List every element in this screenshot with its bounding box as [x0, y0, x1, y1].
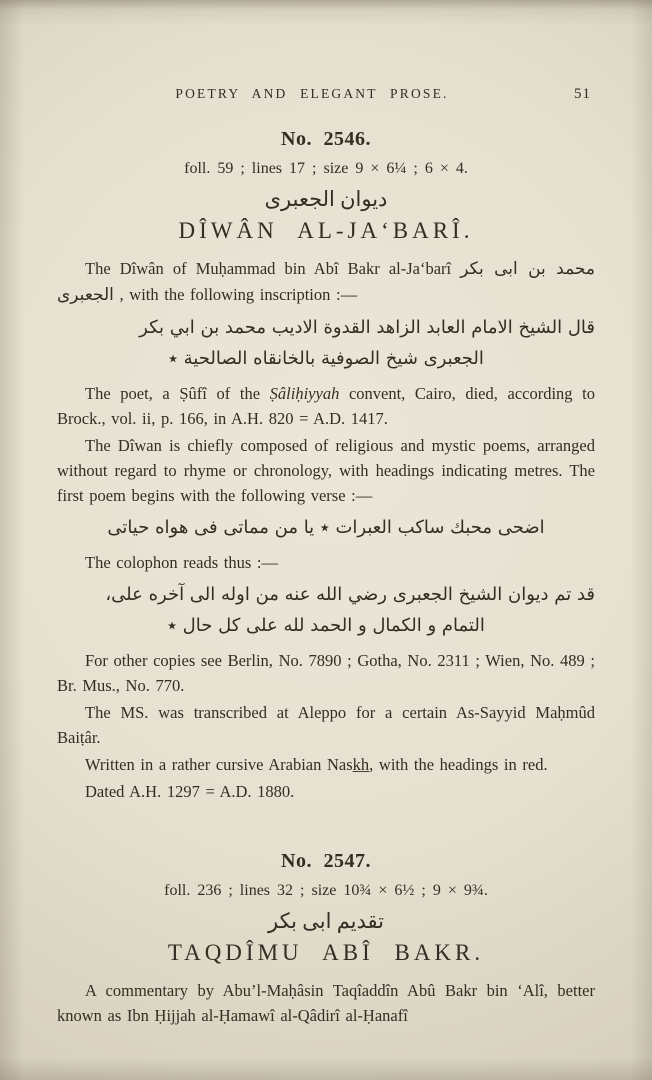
inscription-line-2: الجعبرى شيخ الصوفية بالخانقاه الصالحية ٭: [168, 348, 484, 369]
entry-2547: [57, 850, 595, 1028]
page-number: 51: [574, 86, 591, 102]
verse-line: اضحى محبك ساكب العبرات ٭ يا من مماتى فى هواه حياتى: [107, 517, 545, 538]
colophon-line-2: التمام و الكمال و الحمد لله على كل حال ٭: [167, 615, 485, 636]
collation-line: foll. 236 ; lines 32 ; size 10¾ × 6½ ; 9 × 9¾.: [164, 882, 488, 899]
arabic-title: ديوان الجعبرى: [264, 187, 388, 211]
poet-paragraph: [57, 381, 595, 431]
scanned-page: [57, 0, 595, 1028]
running-header-title: POETRY AND ELEGANT PROSE.: [175, 86, 449, 101]
entry-2546: [57, 128, 595, 804]
diwan-paragraph: The Dîwan is chiefly composed of religious and mystic poems, arranged without regard to rhyme or chronology, with headings indicating metres. The first poem begins with the following verse :—: [57, 436, 595, 505]
collation-line: foll. 59 ; lines 17 ; size 9 × 6¼ ; 6 × 4.: [184, 160, 468, 177]
transcription-paragraph: The MS. was transcribed at Aleppo for a certain As-Sayyid Maḥmûd Baiṭâr.: [57, 703, 595, 747]
running-header: [57, 86, 595, 106]
intro-arabic-name: محمد بن ابى بكر الجعبرى: [57, 259, 596, 305]
entry-number: No. 2547.: [281, 850, 371, 872]
dated-paragraph: Dated A.H. 1297 = A.D. 1880.: [85, 782, 295, 801]
colophon-line-1: قد تم ديوان الشيخ الجعبرى رضي الله عنه من اوله الى آخره على،: [105, 584, 595, 605]
commentary-paragraph: A commentary by Abu’l-Maḥâsin Taqîaddîn Abû Bakr bin ‘Alî, better known as Ibn Ḥijjah al-Ḥamawî al-Qâdirî al-Ḥanafî: [57, 981, 595, 1025]
other-copies-paragraph: For other copies see Berlin, No. 7890 ; Gotha, No. 2311 ; Wien, No. 489 ; Br. Mus., No. 770.: [57, 651, 595, 695]
arabic-title: تقديم ابى بكر: [267, 909, 385, 933]
poet-italic-term: Ṣâliḥiyyah: [269, 384, 340, 403]
intro-paragraph: [57, 256, 595, 308]
entry-separator-space: [57, 806, 595, 850]
inscription-block: [57, 312, 595, 374]
colophon-block: [57, 579, 595, 641]
intro-text-2: , with the following inscription :—: [113, 285, 358, 304]
poet-text-2: convent, Cairo, died, according to Brock., vol. ii, p. 166, in A.H. 820 = A.D. 1417.: [57, 384, 596, 428]
verse-block: [57, 512, 595, 543]
entry-number: No. 2546.: [281, 128, 371, 150]
script-paragraph: Written in a rather cursive Arabian Nask̲h̲, with the headings in red.: [85, 755, 548, 774]
intro-text-1: The Dîwân of Muḥammad bin Abî Bakr al-Ja‘barî: [85, 259, 461, 278]
poet-text-1: The poet, a Ṣûfî of the: [85, 384, 270, 403]
entry-title: DÎWÂN AL-JA‘BARÎ.: [178, 218, 474, 243]
entry-title: TAQDÎMU ABÎ BAKR.: [167, 940, 485, 965]
inscription-line-1: قال الشيخ الامام العابد الزاهد القدوة الاديب محمد بن ابي بكر: [139, 317, 595, 338]
colophon-intro-paragraph: The colophon reads thus :—: [85, 553, 278, 572]
